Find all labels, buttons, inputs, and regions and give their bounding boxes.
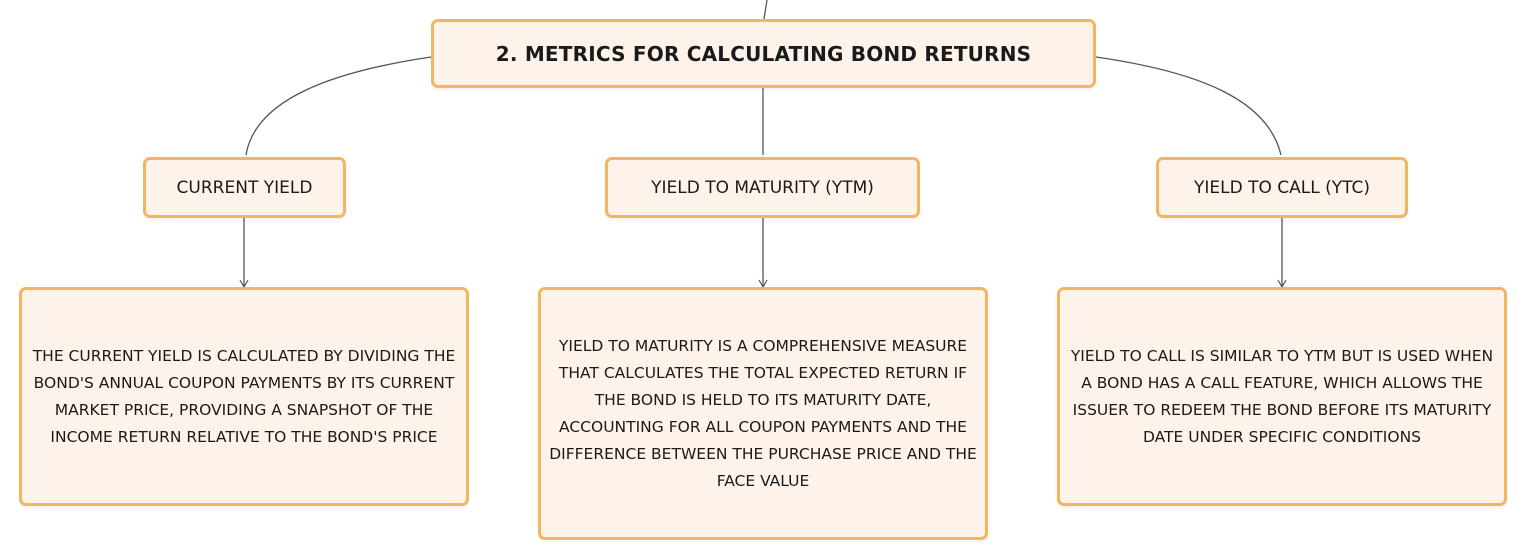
topic-label-current-yield: CURRENT YIELD	[176, 177, 313, 198]
root-node-label: 2. METRICS FOR CALCULATING BOND RETURNS	[495, 41, 1032, 66]
connector-root-ytc	[1096, 57, 1281, 155]
description-text-current-yield: THE CURRENT YIELD IS CALCULATED BY DIVIDING THE BOND'S ANNUAL COUPON PAYMENTS BY ITS CURRENT MARKET PRICE, PROVIDING A SNAPSHOT OF THE INCOME RETURN RELATIVE TO THE BOND'S PRICE	[32, 346, 456, 446]
description-text-yield-to-call: YIELD TO CALL IS SIMILAR TO YTM BUT IS USED WHEN A BOND HAS A CALL FEATURE, WHICH ALLOWS THE ISSUER TO REDEEM THE BOND BEFORE ITS MATURITY DATE UNDER SPECIFIC CONDITIONS	[1070, 346, 1494, 446]
topic-node-yield-to-maturity[interactable]	[605, 157, 920, 218]
description-text-yield-to-maturity: YIELD TO MATURITY IS A COMPREHENSIVE MEASURE THAT CALCULATES THE TOTAL EXPECTED RETURN IF THE BOND IS HELD TO ITS MATURITY DATE, ACCOUNTING FOR ALL COUPON PAYMENTS AND THE DIFFERENCE BETWEEN THE PURCHASE PRICE AND THE FACE VALUE	[549, 336, 977, 490]
description-node-current-yield[interactable]	[19, 287, 469, 506]
topic-label-yield-to-call: YIELD TO CALL (YTC)	[1193, 177, 1371, 198]
description-node-yield-to-call[interactable]	[1057, 287, 1507, 506]
topic-node-current-yield[interactable]	[143, 157, 346, 218]
incoming-connector	[764, 0, 767, 19]
topic-label-yield-to-maturity: YIELD TO MATURITY (YTM)	[651, 177, 874, 198]
connector-root-current-yield	[246, 57, 431, 155]
topic-node-yield-to-call[interactable]	[1156, 157, 1408, 218]
root-node[interactable]	[431, 19, 1096, 88]
description-node-yield-to-maturity[interactable]	[538, 287, 988, 540]
